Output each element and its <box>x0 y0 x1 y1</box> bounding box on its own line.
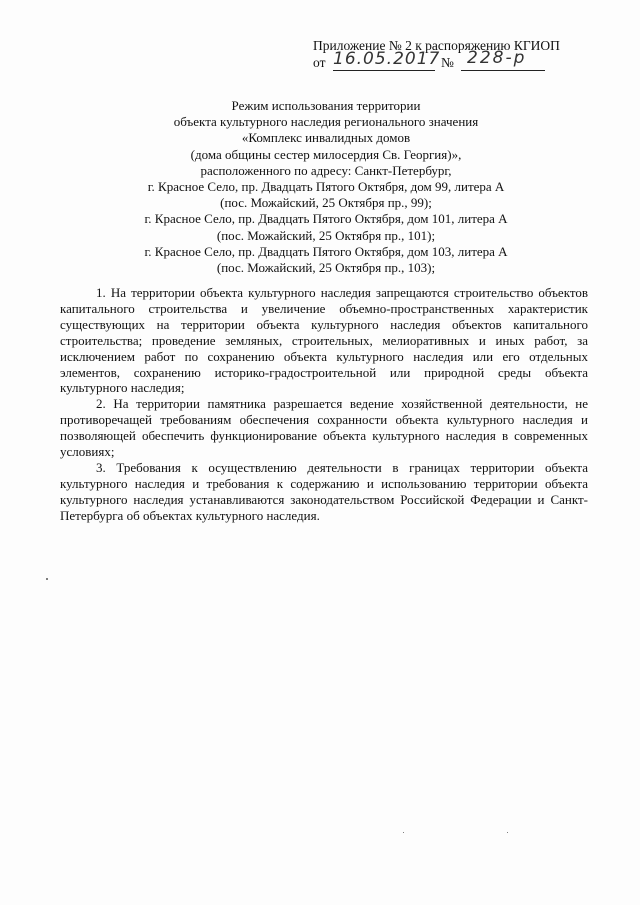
order-date: 16.05.2017 <box>333 49 441 69</box>
document-body <box>60 285 588 524</box>
title-line: Режим использования территории <box>231 98 421 113</box>
paragraph-2: 2. На территории памятника разрешается ведение хозяйственной деятельности, не противоречащей требованиям обеспечения сохранности объекта культурного наследия и позволяющей обеспечить функционирование объекта культурного наследия в современных условиях; <box>60 396 588 460</box>
title-line: (пос. Можайский, 25 Октября пр., 103); <box>216 260 436 276</box>
scan-speck <box>403 832 404 833</box>
number-underline <box>461 70 545 71</box>
title-line: г. Красное Село, пр. Двадцать Пятого Октября, дом 103, литера А <box>144 243 508 259</box>
document-title <box>80 98 572 276</box>
title-line: (дома общины сестер милосердия Св. Георгия)», <box>190 146 462 162</box>
scan-speck <box>46 578 48 580</box>
paragraph-3: 3. Требования к осуществлению деятельности в границах территории объекта культурного наследия и требования к содержанию и использованию территории объекта культурного наследия устанавливаются законодательством Российской Федерации и Санкт-Петербурга об объектах культурного наследия. <box>60 459 588 523</box>
title-line: (пос. Можайский, 25 Октября пр., 101); <box>216 227 436 243</box>
appendix-title: Приложение № 2 к распоряжению КГИОП <box>313 38 560 53</box>
date-underline <box>333 70 435 71</box>
order-reference <box>313 48 553 74</box>
number-label: № <box>441 55 454 70</box>
paragraph-1: 1. На территории объекта культурного наследия запрещаются строительство объектов капитального строительства и увеличение объемно-пространственных характеристик существующих на территории объекта культурного наследия объектов капитального строительства; проведение земляных, строительных, мелиоративных и иных работ, за исключением работ по сохранению объекта культурного наследия или его отдельных элементов, сохранению историко-градостроительной или природной среды объекта культурного наследия; <box>60 285 588 396</box>
title-line: «Комплекс инвалидных домов <box>241 130 411 146</box>
title-line: расположенного по адресу: Санкт-Петербург, <box>200 162 452 178</box>
order-number: 228-р <box>467 48 527 68</box>
title-line: объекта культурного наследия регионального значения <box>173 114 479 130</box>
title-line: г. Красное Село, пр. Двадцать Пятого Октября, дом 101, литера А <box>144 211 508 227</box>
date-label: от <box>313 55 326 70</box>
title-line: г. Красное Село, пр. Двадцать Пятого Октября, дом 99, литера А <box>147 179 505 195</box>
scan-speck <box>507 832 508 833</box>
title-line: (пос. Можайский, 25 Октября пр., 99); <box>220 195 432 211</box>
